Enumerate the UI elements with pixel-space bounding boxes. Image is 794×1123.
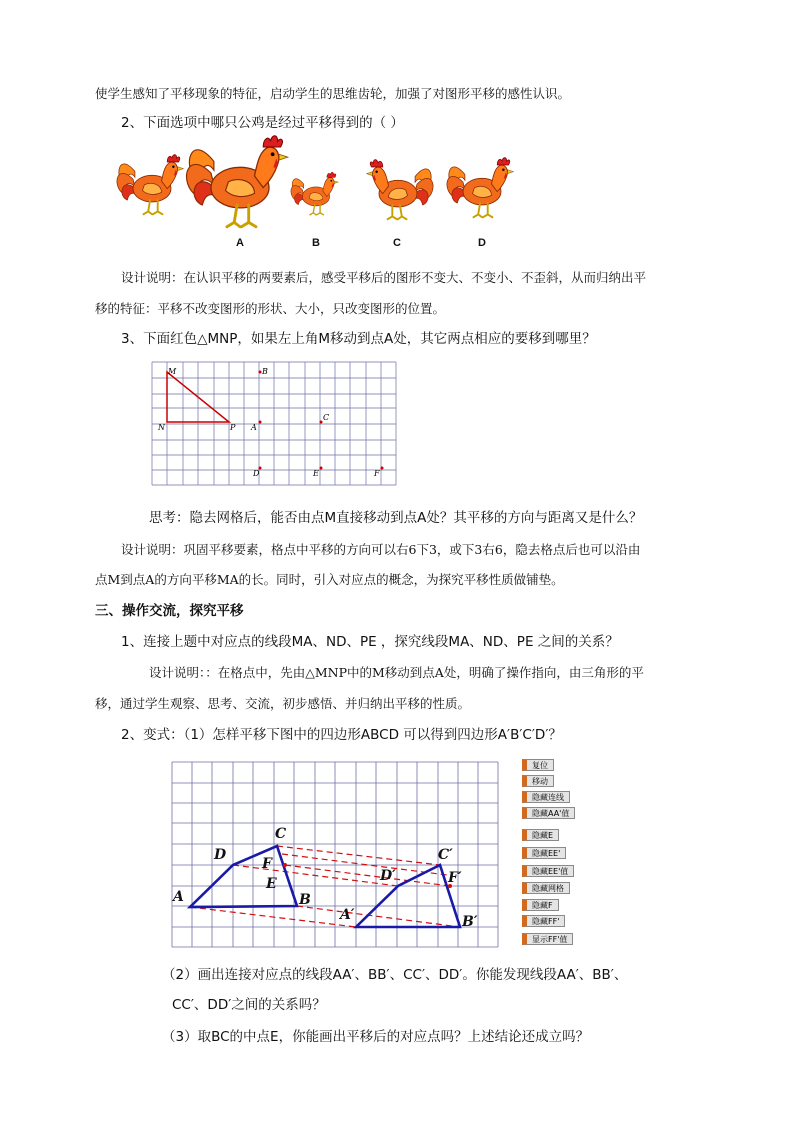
quad-label-d: D [214,847,227,863]
quadrilateral-grid-figure [168,758,508,958]
quad-label-c-prime: C′ [438,847,453,863]
s3-note-line1: 设计说明：：在格点中，先由△MNP中的M移动到点A处，明确了操作指向，由三角形的平 [149,665,644,680]
move-button[interactable]: 移动 [522,775,554,787]
hide-ee-value-button[interactable]: 隐藏EE'值 [522,865,574,877]
label-m: M [168,367,177,376]
point-e-dot [320,467,323,470]
rooster-option-b[interactable] [291,172,339,215]
correspondence-lines [190,846,460,927]
label-p: P [230,423,236,432]
label-b: B [262,367,268,376]
q3-note-line1: 设计说明：巩固平移要素，格点中平移的方向可以右6下3，或下3右6，隐去格点后也可以沿由 [121,542,641,557]
section-3-item-1: 1、连接上题中对应点的线段MA、ND、PE ，探究线段MA、ND、PE 之间的关系？ [121,634,619,650]
quad-label-f: F [262,856,272,872]
show-ff-value-button[interactable]: 显示FF'值 [522,933,573,945]
point-f-dot [381,467,384,470]
quad-label-c: C [275,826,287,842]
point-a-dot [259,421,262,424]
option-label-c: C [393,237,401,249]
section-3-item-2: 2、变式：（1）怎样平移下图中的四边形ABCD 可以得到四边形A′B′C′D′？ [121,727,562,743]
quad-label-a-prime: A′ [340,907,355,923]
quad-label-d-prime: D′ [380,868,396,884]
hide-aa-value-button[interactable]: 隐藏AA'值 [522,807,575,819]
grid-lines [152,362,396,485]
question-3: 3、下面红色△MNP，如果左上角M移动到点A处，其它两点相应的要移到哪里？ [121,331,596,347]
quad-abcd [190,846,297,907]
option-label-a: A [236,237,244,249]
intro-paragraph: 使学生感知了平移现象的特征，启动学生的思维齿轮，加强了对图形平移的感性认识。 [95,86,571,101]
quad-label-b-prime: B′ [462,914,478,930]
hide-grid-button[interactable]: 隐藏网格 [522,882,570,894]
label-c: C [323,413,330,422]
sub-question-3: （3）取BC的中点E，你能画出平移后的对应点吗？上述结论还成立吗？ [162,1029,590,1045]
q2-note-line2: 移的特征：平移不改变图形的形状、大小，只改变图形的位置。 [95,301,446,316]
sub-question-2-line1: （2）画出连接对应点的线段AA′、BB′、CC′、DD′。你能发现线段AA′、BB′、 [162,967,628,983]
rooster-original [117,155,183,215]
sub-question-2-line2: CC′、DD′之间的关系吗？ [172,997,326,1013]
think-question: 思考：隐去网格后，能否由点M直接移动到点A处？其平移的方向与距离又是什么？ [149,510,643,526]
quad-label-b: B [299,892,311,908]
section-3-heading: 三、操作交流，探究平移 [95,603,244,619]
reset-button[interactable]: 复位 [522,759,554,771]
quad-label-f-prime: F′ [448,870,462,886]
rooster-option-c[interactable] [367,160,433,220]
label-e: E [313,469,319,478]
label-a: A [251,423,257,432]
rooster-option-d[interactable] [447,158,513,218]
hide-ff-button[interactable]: 隐藏FF' [522,915,565,927]
hide-lines-button[interactable]: 隐藏连线 [522,791,570,803]
hide-ee-button[interactable]: 隐藏EE' [522,847,566,859]
q2-note-line1: 设计说明：在认识平移的两要素后，感受平移后的图形不变大、不变小、不歪斜，从而归纳出平 [121,270,647,285]
option-label-d: D [478,237,486,249]
hide-f-button[interactable]: 隐藏F [522,899,559,911]
hide-e-button[interactable]: 隐藏E [522,829,559,841]
rooster-option-a[interactable] [187,136,288,227]
label-n: N [158,423,165,432]
mnp-grid-figure [150,360,410,500]
quad-label-e: E [266,876,277,892]
option-label-b: B [312,237,320,249]
q3-note-line2: 点M到点A的方向平移MA的长。同时，引入对应点的概念，为探究平移性质做铺垫。 [95,572,564,587]
question-2: 2、下面选项中哪只公鸡是经过平移得到的（ ） [121,115,404,131]
s3-note-line2: 移，通过学生观察、思考、交流，初步感悟、并归纳出平移的性质。 [95,696,471,711]
quad-label-a: A [173,889,184,905]
label-f: F [374,469,380,478]
label-d: D [253,469,260,478]
point-e-dot [283,863,287,867]
